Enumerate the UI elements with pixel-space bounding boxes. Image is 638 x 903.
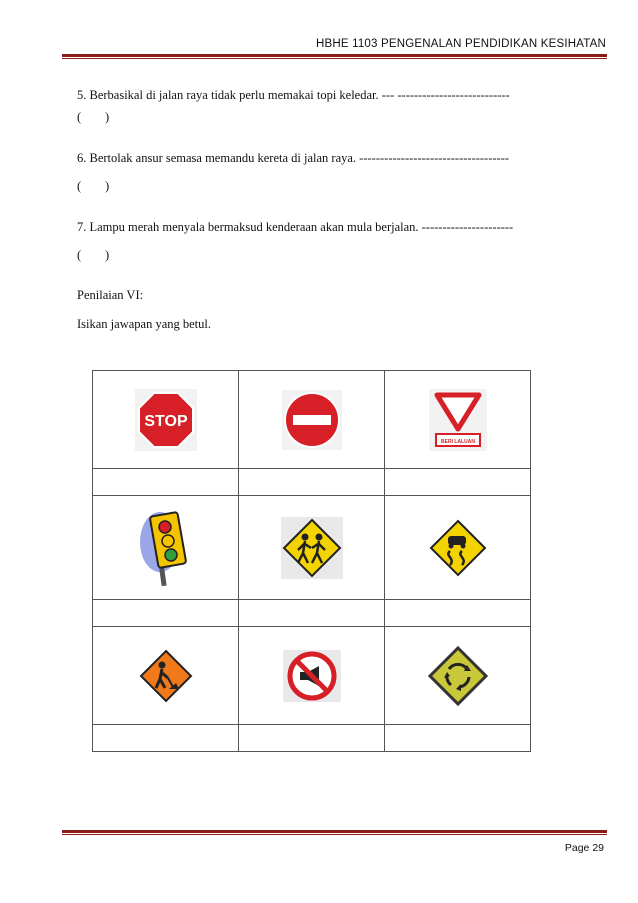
page-header: HBHE 1103 PENGENALAN PENDIDIKAN KESIHATAN [315, 38, 606, 50]
yield-sign-icon [429, 389, 487, 451]
cell-pedestrian [239, 496, 385, 600]
answer-cell-1[interactable] [93, 469, 239, 496]
footer-rule [62, 830, 607, 835]
answer-cell-8[interactable] [239, 725, 385, 752]
question-6: 6. Bertolak ansur semasa memandu kereta di jalan raya. ------------------------------------ [77, 151, 510, 165]
section-title: Penilaian VI: [77, 288, 144, 302]
cell-yield [385, 371, 531, 469]
answer-blank-7: ( ) [77, 248, 110, 262]
no-horn-sign-icon [283, 650, 341, 702]
cell-no-horn [239, 627, 385, 725]
no-entry-sign-icon [282, 390, 342, 450]
answer-cell-6[interactable] [385, 600, 531, 627]
stop-sign-text: STOP [143, 412, 188, 430]
cell-roadworks [93, 627, 239, 725]
cell-no-entry [239, 371, 385, 469]
cell-slippery [385, 496, 531, 600]
cell-roundabout [385, 627, 531, 725]
sign-table [92, 370, 531, 752]
answer-blank-5: ( ) [77, 110, 110, 124]
answer-cell-5[interactable] [239, 600, 385, 627]
question-7: 7. Lampu merah menyala bermaksud kenderaan akan mula berjalan. ---------------------- [77, 220, 514, 234]
answer-cell-2[interactable] [239, 469, 385, 496]
cell-stop [93, 371, 239, 469]
answer-cell-3[interactable] [385, 469, 531, 496]
header-rule [62, 54, 607, 59]
yield-sign-text: BERI LALUAN [440, 438, 475, 445]
answer-cell-9[interactable] [385, 725, 531, 752]
answer-blank-6: ( ) [77, 179, 110, 193]
question-5: 5. Berbasikal di jalan raya tidak perlu memakai topi keledar. --- --------------------------- [77, 88, 510, 102]
slippery-road-sign-icon [428, 518, 488, 578]
page-number: Page 29 [564, 842, 604, 854]
pedestrian-crossing-sign-icon [281, 517, 343, 579]
answer-cell-7[interactable] [93, 725, 239, 752]
traffic-light-icon [136, 508, 196, 588]
stop-sign-icon [135, 389, 197, 451]
section-instruction: Isikan jawapan yang betul. [77, 317, 211, 331]
road-works-sign-icon [138, 648, 194, 704]
roundabout-sign-icon [427, 645, 489, 707]
answer-cell-4[interactable] [93, 600, 239, 627]
cell-traffic-light [93, 496, 239, 600]
